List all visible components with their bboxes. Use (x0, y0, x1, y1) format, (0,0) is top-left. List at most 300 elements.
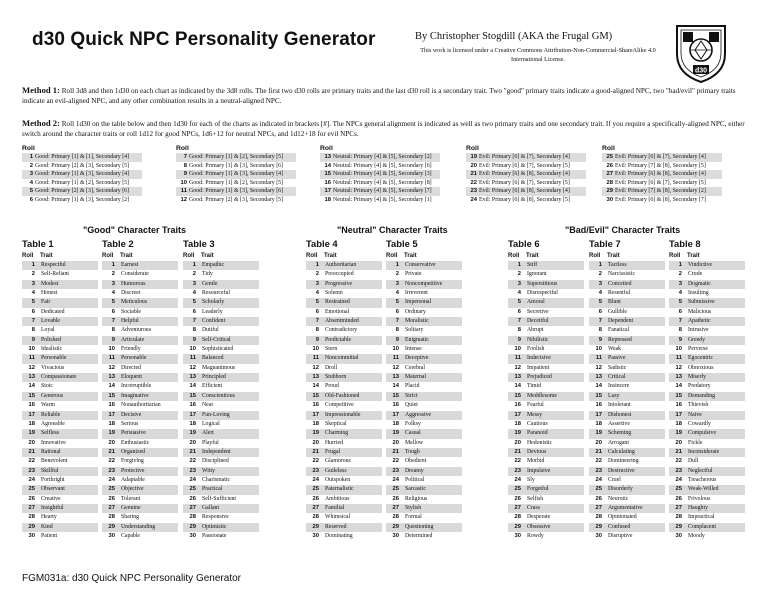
row-number: 5 (111, 299, 115, 306)
row-number: 12 (312, 364, 319, 371)
table-row (102, 513, 178, 522)
row-number: 18 (392, 420, 399, 427)
trait-cell: Stern (325, 346, 338, 353)
roll-column-label: Roll (306, 253, 318, 259)
roll-number: 7 (183, 154, 187, 160)
table-row (22, 504, 98, 513)
table-header-row (102, 251, 178, 261)
row-number: 22 (514, 458, 521, 465)
trait-cell: Understanding (121, 523, 156, 530)
table-row (183, 439, 259, 448)
trait-cell: Tolerant (121, 495, 141, 502)
roll-number: 11 (180, 188, 187, 195)
trait-cell: Alert (202, 430, 214, 437)
table-row (508, 289, 584, 298)
neutral-traits-heading: "Neutral" Character Traits (337, 225, 448, 235)
roll-number: 13 (324, 154, 331, 160)
roll-column-header: Roll (602, 145, 615, 152)
row-number: 5 (678, 299, 682, 306)
row-number: 29 (312, 523, 319, 530)
table-row (306, 336, 382, 345)
roll-column (602, 144, 722, 205)
page-title: d30 Quick NPC Personality Generator (32, 29, 376, 50)
table-row (306, 354, 382, 363)
row-number: 6 (517, 308, 521, 315)
row-number: 26 (392, 495, 399, 502)
trait-cell: Practical (202, 486, 223, 493)
row-number: 14 (189, 383, 196, 390)
trait-cell: Deceptive (405, 355, 429, 362)
table-title: Table 5 (386, 238, 418, 249)
table-row (669, 336, 745, 345)
row-number: 28 (514, 514, 521, 521)
trait-column-label: Trait (687, 253, 700, 259)
table-row (508, 317, 584, 326)
row-number: 10 (514, 346, 521, 353)
table-row (22, 439, 98, 448)
table-row (22, 420, 98, 429)
roll-column (176, 144, 296, 205)
trait-cell: Enthusiastic (121, 439, 150, 446)
table-row (508, 476, 584, 485)
trait-cell: Religious (405, 495, 428, 502)
row-number: 23 (28, 467, 35, 474)
row-number: 20 (514, 439, 521, 446)
table-row (22, 308, 98, 317)
roll-result: Good: Primary [1] & [3], Secondary [6] (189, 188, 284, 195)
roll-number: 21 (470, 171, 477, 178)
trait-cell: Skeptical (325, 420, 347, 427)
table-row (306, 280, 382, 289)
row-number: 1 (31, 262, 35, 268)
table-row (102, 280, 178, 289)
table-row (508, 326, 584, 335)
trait-cell: Incorruptible (121, 383, 152, 390)
roll-row (22, 153, 142, 162)
trait-cell: Personable (121, 355, 147, 362)
table-row (669, 429, 745, 438)
trait-cell: Conscientious (202, 392, 235, 399)
table-row (589, 270, 665, 279)
row-number: 6 (111, 308, 115, 315)
trait-cell: Obedient (405, 458, 427, 465)
row-number: 12 (675, 364, 682, 371)
trait-cell: Glamorous (325, 458, 351, 465)
trait-cell: Emotional (325, 308, 350, 315)
trait-cell: Guileless (325, 467, 347, 474)
table-row (386, 485, 462, 494)
row-number: 28 (189, 514, 196, 521)
trait-cell: Personable (41, 355, 67, 362)
roll-row (466, 196, 586, 205)
roll-row (176, 162, 296, 171)
table-row (183, 270, 259, 279)
row-number: 28 (675, 514, 682, 521)
row-number: 16 (595, 402, 602, 409)
table-row (102, 345, 178, 354)
roll-column-label: Roll (669, 253, 681, 259)
table-row (589, 495, 665, 504)
trait-cell: Solemn (325, 290, 343, 297)
table-row (183, 345, 259, 354)
trait-cell: Desperate (527, 514, 551, 521)
trait-cell: Charismatic (202, 476, 231, 483)
trait-cell: Benevolent (41, 458, 68, 465)
trait-cell: Stiff (527, 262, 538, 268)
trait-cell: Egocentric (688, 355, 714, 362)
row-number: 24 (312, 476, 319, 483)
row-number: 12 (28, 364, 35, 371)
table-row (102, 298, 178, 307)
trait-cell: Optimistic (202, 523, 227, 530)
table-row (508, 513, 584, 522)
table-row (102, 326, 178, 335)
row-number: 1 (517, 262, 521, 268)
row-number: 9 (395, 336, 399, 343)
row-number: 24 (595, 476, 602, 483)
trait-cell: Sophisticated (202, 346, 234, 353)
roll-result: Evil: Primary [7] & [8], Secondary [5] (615, 162, 706, 169)
roll-number: 1 (29, 154, 33, 160)
trait-cell: Agreeable (41, 420, 65, 427)
trait-cell: Maternal (405, 374, 426, 381)
roll-row (176, 179, 296, 188)
row-number: 1 (395, 262, 399, 268)
trait-cell: Miserly (688, 374, 707, 381)
trait-cell: Forthright (41, 476, 65, 483)
table-row (183, 429, 259, 438)
table-row (508, 401, 584, 410)
row-number: 30 (189, 532, 196, 539)
row-number: 5 (598, 299, 602, 306)
trait-cell: Magnanimous (202, 364, 236, 371)
table-row (306, 523, 382, 532)
table-row (669, 513, 745, 522)
table-title: Table 4 (306, 238, 338, 249)
row-number: 14 (392, 383, 399, 390)
trait-cell: Domineering (608, 458, 639, 465)
row-number: 26 (28, 495, 35, 502)
roll-result: Evil: Primary [6] & [7], Secondary [5] (479, 162, 570, 169)
trait-cell: Ignorant (527, 271, 547, 278)
trait-cell: Ambitious (325, 495, 350, 502)
row-number: 11 (312, 355, 319, 362)
row-number: 20 (189, 439, 196, 446)
row-number: 7 (315, 318, 319, 325)
row-number: 22 (595, 458, 602, 465)
trait-table-7 (589, 237, 665, 541)
roll-column (320, 144, 440, 205)
table-row (386, 261, 462, 270)
table-row (306, 467, 382, 476)
trait-cell: Honest (41, 290, 58, 297)
row-number: 30 (28, 532, 35, 539)
row-number: 13 (28, 374, 35, 381)
row-number: 20 (392, 439, 399, 446)
row-number: 3 (395, 280, 399, 287)
table-row (386, 364, 462, 373)
trait-cell: Imaginative (121, 392, 149, 399)
roll-number: 27 (606, 171, 613, 178)
table-row (22, 448, 98, 457)
roll-row (320, 162, 440, 171)
table-row (386, 457, 462, 466)
row-number: 19 (312, 430, 319, 437)
trait-cell: Argumentative (608, 504, 643, 511)
row-number: 14 (108, 383, 115, 390)
table-row (183, 373, 259, 382)
table-row (589, 298, 665, 307)
roll-row (22, 170, 142, 179)
row-number: 7 (31, 318, 35, 325)
table-row (22, 280, 98, 289)
table-row (669, 532, 745, 541)
table-row (508, 354, 584, 363)
table-row (306, 476, 382, 485)
row-number: 22 (312, 458, 319, 465)
table-row (183, 457, 259, 466)
table-row (183, 336, 259, 345)
row-number: 3 (192, 280, 196, 287)
table-row (589, 354, 665, 363)
row-number: 3 (315, 280, 319, 287)
row-number: 4 (395, 290, 399, 297)
table-row (306, 326, 382, 335)
trait-cell: Quiet (405, 402, 418, 409)
roll-row (320, 179, 440, 188)
trait-cell: Greedy (688, 336, 706, 343)
row-number: 21 (675, 448, 682, 455)
roll-result: Evil: Primary [6] & [8], Secondary [7] (615, 196, 706, 203)
trait-cell: Empathic (202, 262, 225, 268)
table-row (386, 513, 462, 522)
table-row (589, 289, 665, 298)
table-row (306, 429, 382, 438)
trait-cell: Conservative (405, 262, 436, 268)
table-row (386, 523, 462, 532)
trait-cell: Naive (688, 411, 702, 418)
table-header-row (22, 251, 98, 261)
trait-cell: Noncompetitive (405, 280, 443, 287)
trait-cell: Witty (202, 467, 215, 474)
trait-cell: Questioning (405, 523, 434, 530)
row-number: 4 (31, 290, 35, 297)
trait-cell: Abrupt (527, 327, 544, 334)
table-row (102, 457, 178, 466)
table-row (589, 467, 665, 476)
roll-result: Neutral: Primary [4] & [5], Secondary [6] (333, 162, 432, 169)
trait-cell: Compassionate (41, 374, 77, 381)
table-title: Table 6 (508, 238, 540, 249)
row-number: 14 (595, 383, 602, 390)
trait-cell: Skillful (41, 467, 59, 474)
trait-cell: Paranoid (527, 430, 548, 437)
trait-cell: Gullible (608, 308, 627, 315)
trait-cell: Outspoken (325, 476, 351, 483)
trait-cell: Reliable (41, 411, 61, 418)
table-row (508, 280, 584, 289)
trait-cell: Ordinary (405, 308, 426, 315)
trait-cell: Weak-Willed (688, 486, 719, 493)
row-number: 2 (192, 271, 196, 278)
table-row (589, 523, 665, 532)
roll-column-label: Roll (386, 253, 398, 259)
roll-number: 28 (606, 179, 613, 186)
footer-code: FGM031a: d30 Quick NPC Personality Generator (22, 573, 241, 584)
table-row (102, 411, 178, 420)
table-row (508, 448, 584, 457)
trait-cell: Disruptive (608, 532, 633, 539)
row-number: 13 (312, 374, 319, 381)
table-row (102, 523, 178, 532)
row-number: 30 (514, 532, 521, 539)
table-row (183, 354, 259, 363)
trait-cell: Calculating (608, 448, 635, 455)
table-row (102, 336, 178, 345)
row-number: 20 (312, 439, 319, 446)
table-row (22, 317, 98, 326)
row-number: 2 (598, 271, 602, 278)
table-row (102, 261, 178, 270)
trait-cell: Sarcastic (405, 486, 426, 493)
roll-result: Good: Primary [1] & [2], Secondary [5] (35, 179, 130, 186)
roll-row (22, 196, 142, 205)
table-row (183, 392, 259, 401)
trait-cell: Weak (608, 346, 622, 353)
row-number: 28 (595, 514, 602, 521)
trait-cell: Intense (405, 346, 422, 353)
table-row (22, 513, 98, 522)
table-row (508, 261, 584, 270)
table-row (22, 495, 98, 504)
trait-cell: Amoral (527, 299, 545, 306)
trait-cell: Stoic (41, 383, 53, 390)
row-number: 23 (108, 467, 115, 474)
trait-cell: Enigmatic (405, 336, 429, 343)
roll-result: Evil: Primary [6] & [7], Secondary [4] (479, 154, 570, 160)
roll-number: 18 (324, 196, 331, 203)
row-number: 15 (675, 392, 682, 399)
row-number: 13 (675, 374, 682, 381)
roll-number: 8 (183, 162, 187, 169)
row-number: 26 (595, 495, 602, 502)
table-row (669, 298, 745, 307)
trait-cell: Stubborn (325, 374, 347, 381)
table-row (589, 326, 665, 335)
row-number: 15 (28, 392, 35, 399)
row-number: 10 (28, 346, 35, 353)
roll-row (466, 170, 586, 179)
table-row (386, 280, 462, 289)
row-number: 27 (312, 504, 319, 511)
row-number: 18 (675, 420, 682, 427)
roll-number: 12 (180, 196, 187, 203)
row-number: 1 (315, 262, 319, 268)
trait-cell: Private (405, 271, 422, 278)
trait-cell: Decisive (121, 411, 142, 418)
row-number: 5 (315, 299, 319, 306)
roll-row (22, 179, 142, 188)
row-number: 17 (392, 411, 399, 418)
table-row (386, 354, 462, 363)
trait-cell: Forgiving (121, 458, 144, 465)
roll-number: 10 (180, 179, 187, 186)
trait-column-label: Trait (526, 253, 539, 259)
trait-cell: Playful (202, 439, 219, 446)
table-row (589, 261, 665, 270)
row-number: 12 (595, 364, 602, 371)
table-row (306, 364, 382, 373)
table-row (508, 485, 584, 494)
table-row (669, 523, 745, 532)
roll-result: Neutral: Primary [4] & [5], Secondary [2] (333, 154, 432, 160)
trait-cell: Conceited (608, 280, 632, 287)
row-number: 25 (108, 486, 115, 493)
table-row (306, 298, 382, 307)
row-number: 28 (312, 514, 319, 521)
table-row (589, 448, 665, 457)
trait-cell: Meddlesome (527, 392, 557, 399)
table-row (508, 532, 584, 541)
table-row (386, 308, 462, 317)
row-number: 16 (514, 402, 521, 409)
table-row (183, 420, 259, 429)
trait-cell: Fickle (688, 439, 703, 446)
table-row (386, 448, 462, 457)
table-row (183, 261, 259, 270)
trait-cell: Persuasive (121, 430, 146, 437)
row-number: 9 (31, 336, 35, 343)
trait-cell: Passive (608, 355, 626, 362)
trait-cell: Dominating (325, 532, 353, 539)
table-row (508, 467, 584, 476)
table-row (669, 317, 745, 326)
trait-cell: Articulate (121, 336, 145, 343)
trait-cell: Malicious (688, 308, 712, 315)
trait-cell: Thievish (688, 402, 709, 409)
row-number: 29 (108, 523, 115, 530)
row-number: 2 (517, 271, 521, 278)
table-title: Table 8 (669, 238, 701, 249)
trait-cell: Innovative (41, 439, 66, 446)
table-row (22, 532, 98, 541)
trait-cell: Genuine (121, 504, 141, 511)
row-number: 21 (189, 448, 196, 455)
table-row (386, 345, 462, 354)
trait-cell: Cerebral (405, 364, 425, 371)
table-row (508, 411, 584, 420)
license-notice: This work is licensed under a Creative Commons Attribution-Non-Commercial-ShareAlike 4.0 International License. (420, 47, 656, 63)
trait-cell: Determined (405, 532, 433, 539)
trait-cell: Noncommittal (325, 355, 359, 362)
trait-cell: Discreet (121, 290, 141, 297)
table-row (386, 439, 462, 448)
row-number: 21 (312, 448, 319, 455)
table-row (102, 448, 178, 457)
trait-cell: Critical (608, 374, 626, 381)
trait-cell: Submissive (688, 299, 715, 306)
table-row (102, 420, 178, 429)
row-number: 18 (108, 420, 115, 427)
row-number: 24 (28, 476, 35, 483)
row-number: 7 (111, 318, 115, 325)
row-number: 25 (595, 486, 602, 493)
trait-cell: Resentful (608, 290, 631, 297)
trait-cell: Neat (202, 402, 213, 409)
table-row (589, 392, 665, 401)
row-number: 6 (192, 308, 196, 315)
row-number: 23 (514, 467, 521, 474)
